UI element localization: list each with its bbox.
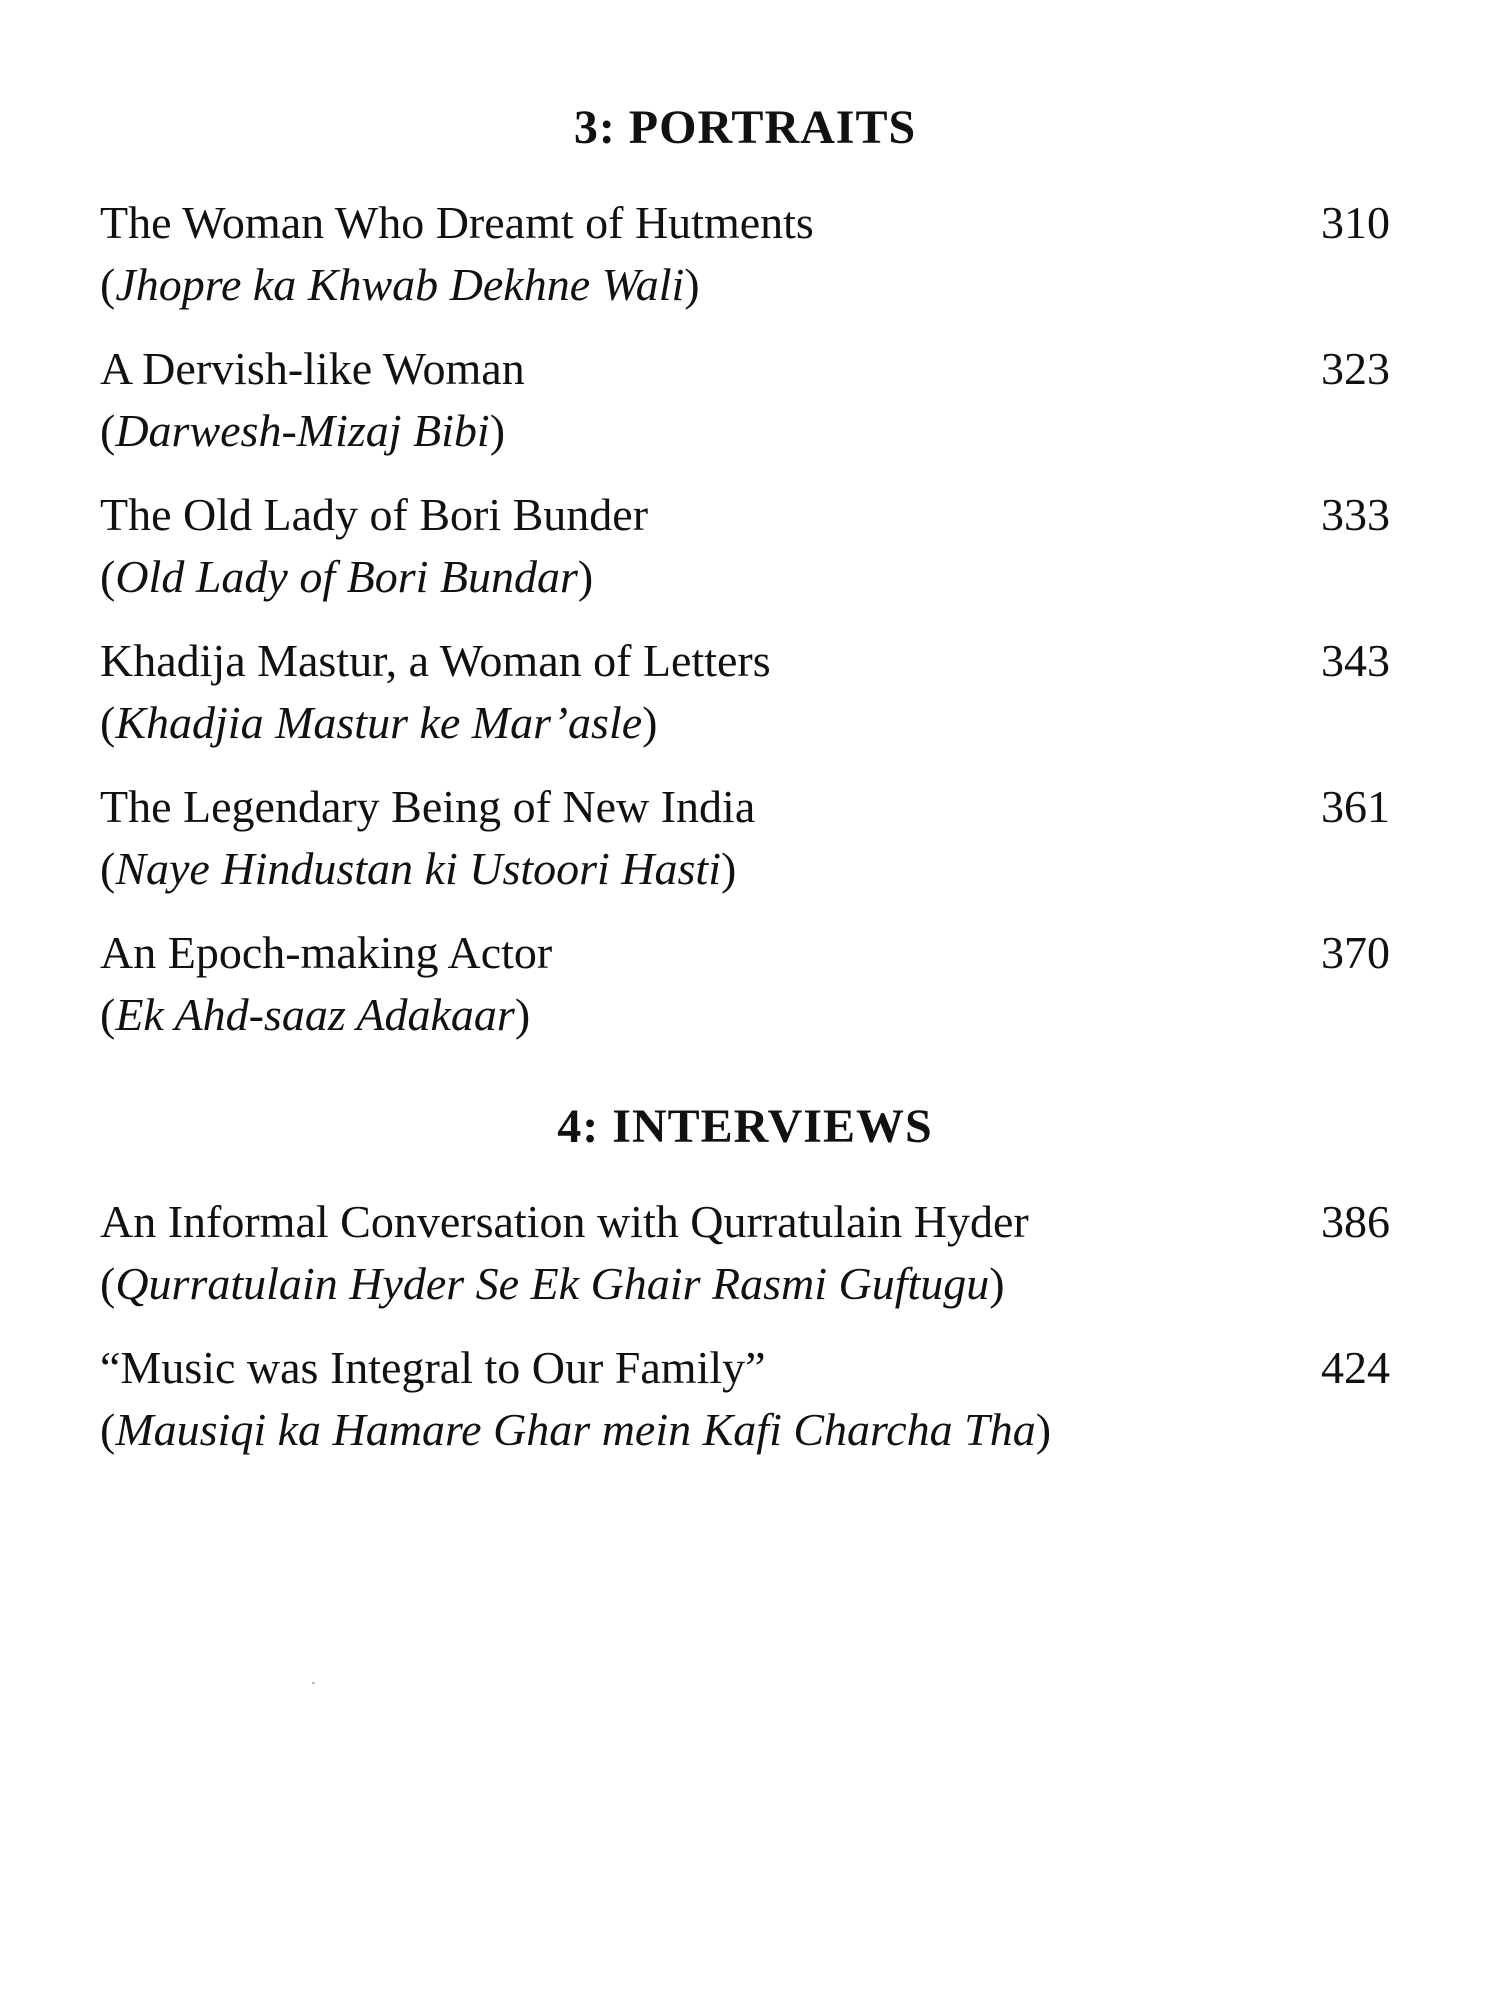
entry-subtitle-text: Old Lady of Bori Bundar <box>115 551 578 602</box>
entry-subtitle-text: Khadjia Mastur ke Mar’asle <box>115 697 643 748</box>
section-portraits <box>100 96 1390 1068</box>
toc-entry <box>100 630 1390 754</box>
entry-title: A Dervish-like Woman <box>100 343 525 394</box>
toc-entry <box>100 338 1390 462</box>
entry-page-number: 370 <box>1321 927 1390 978</box>
entry-title: “Music was Integral to Our Family” <box>100 1342 766 1393</box>
toc-entry <box>100 1337 1390 1461</box>
entry-subtitle-text: Naye Hindustan ki Ustoori Hasti <box>115 843 721 894</box>
entry-subtitle-text: Jhopre ka Khwab Dekhne Wali <box>115 259 685 310</box>
entry-page-number: 333 <box>1321 489 1390 540</box>
section-heading: 4: INTERVIEWS <box>557 1100 933 1153</box>
toc-entry <box>100 776 1390 900</box>
entry-title: The Woman Who Dreamt of Hutments <box>100 197 814 248</box>
entry-page-number: 386 <box>1321 1196 1390 1247</box>
entry-page-number: 343 <box>1321 635 1390 686</box>
entry-page-number: 310 <box>1321 197 1390 248</box>
toc-entry <box>100 922 1390 1046</box>
entry-subtitle-text: Mausiqi ka Hamare Ghar mein Kafi Charcha Tha <box>115 1404 1036 1455</box>
section-interviews <box>100 1095 1390 1483</box>
toc-entry <box>100 1191 1390 1315</box>
entry-subtitle: (Khadjia Mastur ke Mar’asle) <box>100 697 658 748</box>
entry-page-number: 361 <box>1321 781 1390 832</box>
entry-page-number: 424 <box>1321 1342 1390 1393</box>
entry-subtitle: (Naye Hindustan ki Ustoori Hasti) <box>100 843 737 894</box>
entry-title: The Old Lady of Bori Bunder <box>100 489 649 540</box>
entry-title: Khadija Mastur, a Woman of Letters <box>100 635 771 686</box>
toc-entry <box>100 192 1390 316</box>
section-heading: 3: PORTRAITS <box>573 101 917 154</box>
entry-subtitle: (Old Lady of Bori Bundar) <box>100 551 594 602</box>
paper-speck <box>312 1682 315 1684</box>
entry-subtitle-text: Qurratulain Hyder Se Ek Ghair Rasmi Guftugu <box>115 1258 990 1309</box>
entry-subtitle: (Darwesh-Mizaj Bibi) <box>100 405 506 456</box>
entry-subtitle: (Jhopre ka Khwab Dekhne Wali) <box>100 259 700 310</box>
entry-subtitle: (Mausiqi ka Hamare Ghar mein Kafi Charcha Tha) <box>100 1404 1052 1455</box>
entry-page-number: 323 <box>1321 343 1390 394</box>
entry-title: An Informal Conversation with Qurratulain Hyder <box>100 1196 1029 1247</box>
entry-subtitle-text: Darwesh-Mizaj Bibi <box>115 405 490 456</box>
entry-subtitle-text: Ek Ahd-saaz Adakaar <box>115 989 515 1040</box>
toc-entry <box>100 484 1390 608</box>
entry-title: The Legendary Being of New India <box>100 781 756 832</box>
entry-subtitle: (Ek Ahd-saaz Adakaar) <box>100 989 531 1040</box>
entry-title: An Epoch-making Actor <box>100 927 553 978</box>
entry-subtitle: (Qurratulain Hyder Se Ek Ghair Rasmi Guftugu) <box>100 1258 1005 1309</box>
